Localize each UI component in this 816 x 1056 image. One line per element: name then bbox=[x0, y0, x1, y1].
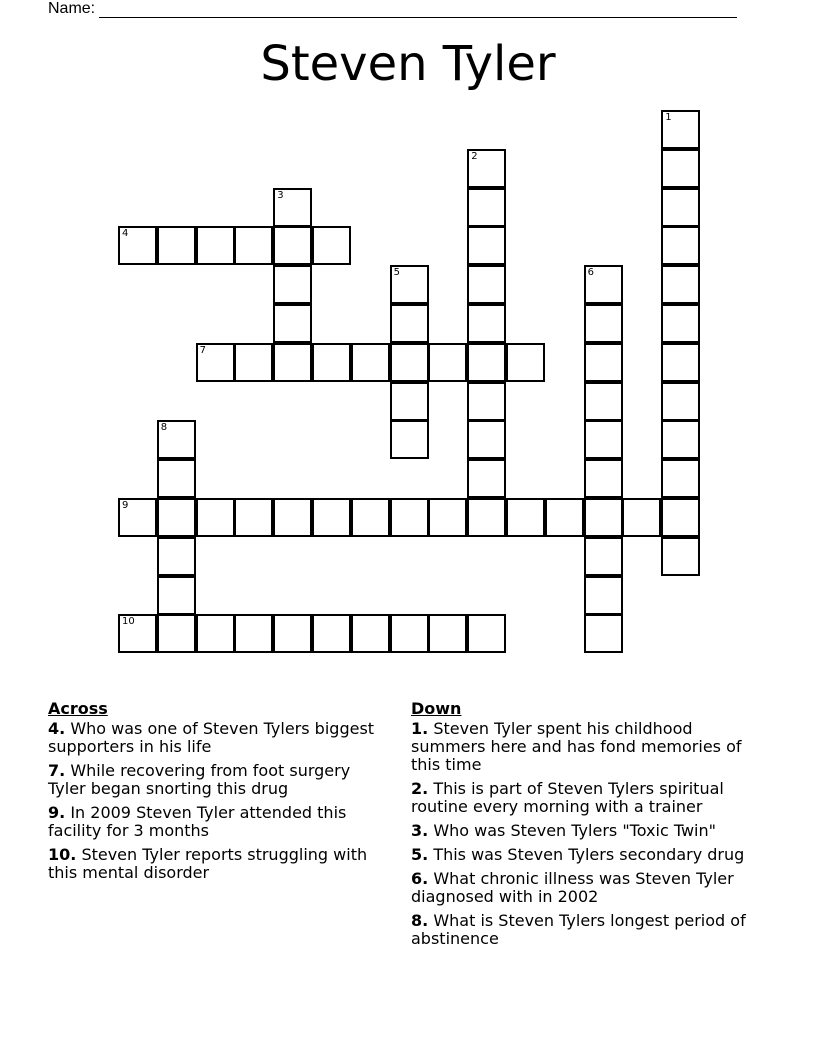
clue-text: In 2009 Steven Tyler attended this facility for 3 months bbox=[48, 803, 347, 840]
grid-cell[interactable] bbox=[661, 498, 700, 537]
grid-cell[interactable] bbox=[196, 498, 235, 537]
grid-cell[interactable] bbox=[351, 343, 390, 382]
grid-cell[interactable] bbox=[351, 614, 390, 653]
clue-number: 8. bbox=[411, 911, 429, 930]
grid-cell[interactable] bbox=[273, 304, 312, 343]
grid-cell[interactable] bbox=[584, 537, 623, 576]
down-clue bbox=[411, 720, 761, 774]
down-clue bbox=[411, 780, 761, 816]
grid-cell[interactable] bbox=[467, 420, 506, 459]
grid-cell[interactable] bbox=[390, 304, 429, 343]
grid-cell[interactable] bbox=[234, 498, 273, 537]
clue-number-label: 2 bbox=[471, 150, 478, 162]
clue-number-label: 6 bbox=[587, 267, 594, 279]
clue-number: 4. bbox=[48, 719, 66, 738]
clue-number-label: 5 bbox=[393, 267, 400, 279]
across-clue bbox=[48, 762, 388, 798]
grid-cell[interactable] bbox=[661, 420, 700, 459]
grid-cell[interactable] bbox=[390, 420, 429, 459]
down-clue bbox=[411, 912, 761, 948]
clue-number-label: 8 bbox=[160, 422, 168, 434]
grid-cell[interactable] bbox=[118, 498, 157, 537]
grid-cell[interactable] bbox=[234, 226, 273, 265]
grid-cell[interactable] bbox=[622, 498, 661, 537]
grid-cell[interactable] bbox=[661, 188, 700, 227]
clue-text: While recovering from foot surgery Tyler began snorting this drug bbox=[48, 761, 351, 798]
grid-cell[interactable] bbox=[661, 226, 700, 265]
grid-cell[interactable] bbox=[390, 498, 429, 537]
grid-cell[interactable] bbox=[273, 265, 312, 304]
grid-cell[interactable] bbox=[506, 343, 545, 382]
grid-cell[interactable] bbox=[273, 614, 312, 653]
clue-number: 6. bbox=[411, 869, 429, 888]
grid-cell[interactable] bbox=[467, 188, 506, 227]
grid-cell[interactable] bbox=[661, 304, 700, 343]
grid-cell[interactable] bbox=[273, 498, 312, 537]
grid-cell[interactable] bbox=[428, 343, 467, 382]
clue-number-label: 1 bbox=[665, 112, 672, 123]
grid-cell[interactable] bbox=[467, 382, 506, 421]
name-underline[interactable] bbox=[99, 3, 737, 18]
grid-cell[interactable] bbox=[428, 614, 467, 653]
grid-cell[interactable] bbox=[584, 614, 623, 653]
clue-number: 9. bbox=[48, 803, 66, 822]
clue-number: 2. bbox=[411, 779, 429, 798]
grid-cell[interactable] bbox=[118, 614, 157, 653]
grid-cell[interactable] bbox=[312, 614, 351, 653]
grid-cell[interactable] bbox=[273, 343, 312, 382]
grid-cell[interactable] bbox=[584, 498, 623, 537]
grid-cell[interactable] bbox=[545, 498, 584, 537]
clue-number-label: 10 bbox=[122, 616, 135, 628]
clue-text: This was Steven Tylers secondary drug bbox=[433, 845, 745, 864]
grid-cell[interactable] bbox=[661, 149, 700, 188]
grid-cell[interactable] bbox=[273, 226, 312, 265]
grid-cell[interactable] bbox=[390, 614, 429, 653]
grid-cell[interactable] bbox=[584, 576, 623, 615]
grid-cell[interactable] bbox=[661, 265, 700, 304]
grid-cell[interactable] bbox=[273, 188, 312, 227]
grid-cell[interactable] bbox=[584, 382, 623, 421]
grid-cell[interactable] bbox=[428, 498, 467, 537]
grid-cell[interactable] bbox=[234, 343, 273, 382]
clue-text: What chronic illness was Steven Tyler diagnosed with in 2002 bbox=[411, 869, 734, 906]
page-title: Steven Tyler bbox=[260, 36, 556, 92]
grid-cell[interactable] bbox=[390, 343, 429, 382]
clue-number: 1. bbox=[411, 719, 429, 738]
grid-cell[interactable] bbox=[467, 265, 506, 304]
grid-cell[interactable] bbox=[661, 110, 700, 149]
down-clue-list bbox=[411, 720, 761, 948]
grid-cell[interactable] bbox=[157, 537, 196, 576]
grid-cell[interactable] bbox=[584, 304, 623, 343]
grid-cell[interactable] bbox=[312, 226, 351, 265]
grid-cell[interactable] bbox=[390, 382, 429, 421]
down-clue bbox=[411, 822, 761, 840]
clue-number: 10. bbox=[48, 845, 77, 864]
grid-cell[interactable] bbox=[157, 459, 196, 498]
across-clue bbox=[48, 804, 388, 840]
clue-number: 5. bbox=[411, 845, 429, 864]
grid-cell[interactable] bbox=[157, 226, 196, 265]
grid-cell[interactable] bbox=[351, 498, 390, 537]
down-clue bbox=[411, 846, 761, 864]
grid-cell[interactable] bbox=[157, 420, 196, 459]
grid-cell[interactable] bbox=[196, 343, 235, 382]
grid-cell[interactable] bbox=[506, 498, 545, 537]
clue-text: What is Steven Tylers longest period of abstinence bbox=[411, 911, 746, 948]
grid-cell[interactable] bbox=[661, 382, 700, 421]
grid-cell[interactable] bbox=[157, 576, 196, 615]
clue-number-label: 7 bbox=[199, 344, 206, 356]
across-clue bbox=[48, 846, 388, 882]
grid-cell[interactable] bbox=[157, 498, 196, 537]
grid-cell[interactable] bbox=[234, 614, 273, 653]
clue-number: 7. bbox=[48, 761, 66, 780]
down-clues bbox=[411, 700, 761, 954]
clue-text: Who was Steven Tylers "Toxic Twin" bbox=[433, 821, 716, 840]
grid-cell[interactable] bbox=[196, 226, 235, 265]
name-label: Name: bbox=[48, 0, 96, 17]
clue-number-label: 3 bbox=[277, 189, 284, 201]
grid-cell[interactable] bbox=[661, 459, 700, 498]
across-clues bbox=[48, 700, 388, 888]
across-clue bbox=[48, 720, 388, 756]
clue-text: Who was one of Steven Tylers biggest supporters in his life bbox=[48, 719, 375, 756]
clue-text: Steven Tyler spent his childhood summers here and has fond memories of this time bbox=[411, 719, 742, 774]
grid-cell[interactable] bbox=[467, 343, 506, 382]
across-heading: Across bbox=[48, 699, 108, 718]
clue-number-label: 4 bbox=[122, 228, 129, 240]
clue-text: This is part of Steven Tylers spiritual routine every morning with a trainer bbox=[411, 779, 724, 816]
grid-cell[interactable] bbox=[467, 498, 506, 537]
name-field[interactable] bbox=[48, 0, 737, 18]
down-clue bbox=[411, 870, 761, 906]
grid-cell[interactable] bbox=[584, 420, 623, 459]
grid-cell[interactable] bbox=[661, 537, 700, 576]
grid-cell[interactable] bbox=[157, 614, 196, 653]
grid-cell[interactable] bbox=[312, 498, 351, 537]
grid-cell[interactable] bbox=[661, 343, 700, 382]
grid-cell[interactable] bbox=[584, 343, 623, 382]
grid-cell[interactable] bbox=[467, 304, 506, 343]
clue-number: 3. bbox=[411, 821, 429, 840]
grid-cell[interactable] bbox=[584, 265, 623, 304]
grid-cell[interactable] bbox=[118, 226, 157, 265]
clue-text: Steven Tyler reports struggling with this mental disorder bbox=[48, 845, 368, 882]
down-heading: Down bbox=[411, 699, 462, 718]
grid-cell[interactable] bbox=[467, 459, 506, 498]
across-clue-list bbox=[48, 720, 388, 882]
grid-cell[interactable] bbox=[467, 226, 506, 265]
grid-cell[interactable] bbox=[467, 614, 506, 653]
grid-cell[interactable] bbox=[196, 614, 235, 653]
grid-cell[interactable] bbox=[312, 343, 351, 382]
grid-cell[interactable] bbox=[390, 265, 429, 304]
grid-cell[interactable] bbox=[584, 459, 623, 498]
grid-cell[interactable] bbox=[467, 149, 506, 188]
clue-number-label: 9 bbox=[122, 500, 129, 511]
